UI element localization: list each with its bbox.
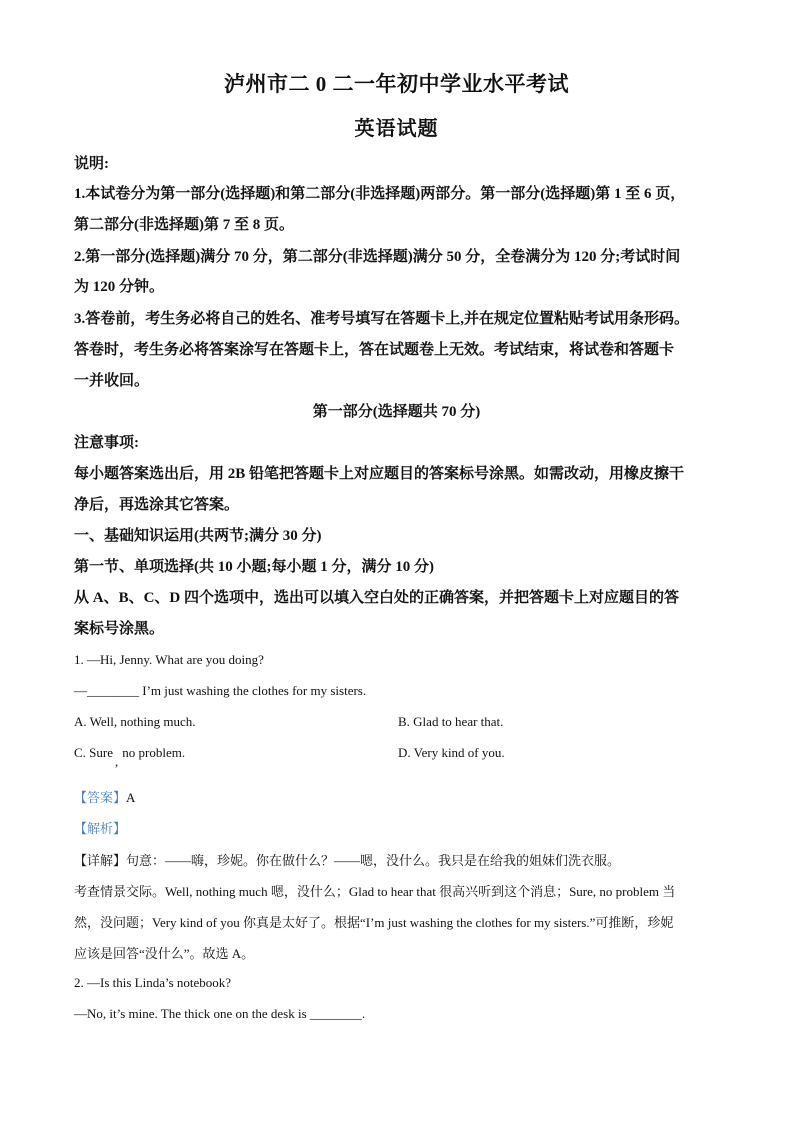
question-1-option-a: A. Well, nothing much. [74, 714, 196, 729]
answer-line [74, 787, 135, 806]
question-1-option-c [74, 745, 186, 769]
directions-line: 案标号涂黑。 [74, 621, 165, 637]
question-2-prompt: 2. —Is this Linda’s notebook? [74, 975, 232, 990]
subsection-heading: 第一节、单项选择(共 10 小题;每小题 1 分，满分 10 分) [74, 559, 434, 575]
exam-title: 泸州市二 0 二一年初中学业水平考试 [224, 72, 569, 96]
answer-value: A [126, 790, 136, 805]
instruction-line: 一并收回。 [74, 373, 150, 389]
option-c-text-post: no problem. [122, 745, 186, 760]
part1-title: 第一部分(选择题共 70 分) [312, 404, 481, 420]
instruction-line: 第二部分(非选择题)第 7 至 8 页。 [74, 217, 294, 233]
instruction-line: 2.第一部分(选择题)满分 70 分，第二部分(非选择题)满分 50 分，全卷满分为 120 分;考试时间 [74, 249, 681, 265]
section-heading: 一、基础知识运用(共两节;满分 30 分) [74, 528, 322, 544]
instruction-line: 1.本试卷分为第一部分(选择题)和第二部分(非选择题)两部分。第一部分(选择题)第 1 至 6 页， [74, 186, 686, 202]
detail-line: 【详解】句意：——嗨，珍妮。你在做什么？——嗯，没什么。我只是在给我的姐妹们洗衣服。 [74, 853, 621, 868]
answer-label: 【答案】 [74, 790, 127, 805]
question-1-option-d: D. Very kind of you. [398, 745, 505, 760]
question-2-response: —No, it’s mine. The thick one on the desk is ________. [74, 1006, 366, 1021]
option-c-text-pre: C. Sure [74, 745, 113, 760]
question-1-response: —________ I’m just washing the clothes for my sisters. [74, 683, 367, 698]
instruction-line: 3.答卷前，考生务必将自己的姓名、准考号填写在答题卡上,并在规定位置粘贴考试用条形码。 [74, 311, 690, 327]
directions-line: 从 A、B、C、D 四个选项中，选出可以填入空白处的正确答案，并把答题卡上对应题目的答 [74, 590, 680, 606]
detail-line: 然，没问题；Very kind of you 你真是太好了。根据“I’m just washing the clothes for my sisters.”可推断，珍妮 [74, 915, 674, 930]
question-1-prompt: 1. —Hi, Jenny. What are you doing? [74, 652, 264, 667]
exam-subtitle: 英语试题 [354, 118, 439, 140]
analysis-label: 【解析】 [74, 821, 127, 836]
instruction-line: 为 120 分钟。 [74, 279, 165, 295]
detail-line: 应该是回答“没什么”。故选 A。 [74, 946, 255, 961]
question-1-option-b: B. Glad to hear that. [398, 714, 504, 729]
notice-line: 净后，再选涂其它答案。 [74, 497, 240, 513]
notice-heading: 注意事项: [74, 435, 139, 451]
instruction-line: 答卷时，考生务必将答案涂写在答题卡上，答在试题卷上无效。考试结束，将试卷和答题卡 [74, 342, 675, 358]
detail-line: 考查情景交际。Well, nothing much 嗯，没什么；Glad to hear that 很高兴听到这个消息；Sure, no problem 当 [74, 884, 676, 899]
instructions-heading: 说明: [74, 156, 109, 172]
option-c-comma: , [115, 754, 119, 769]
notice-line: 每小题答案选出后，用 2B 铅笔把答题卡上对应题目的答案标号涂黑。如需改动，用橡皮擦干 [74, 466, 685, 482]
